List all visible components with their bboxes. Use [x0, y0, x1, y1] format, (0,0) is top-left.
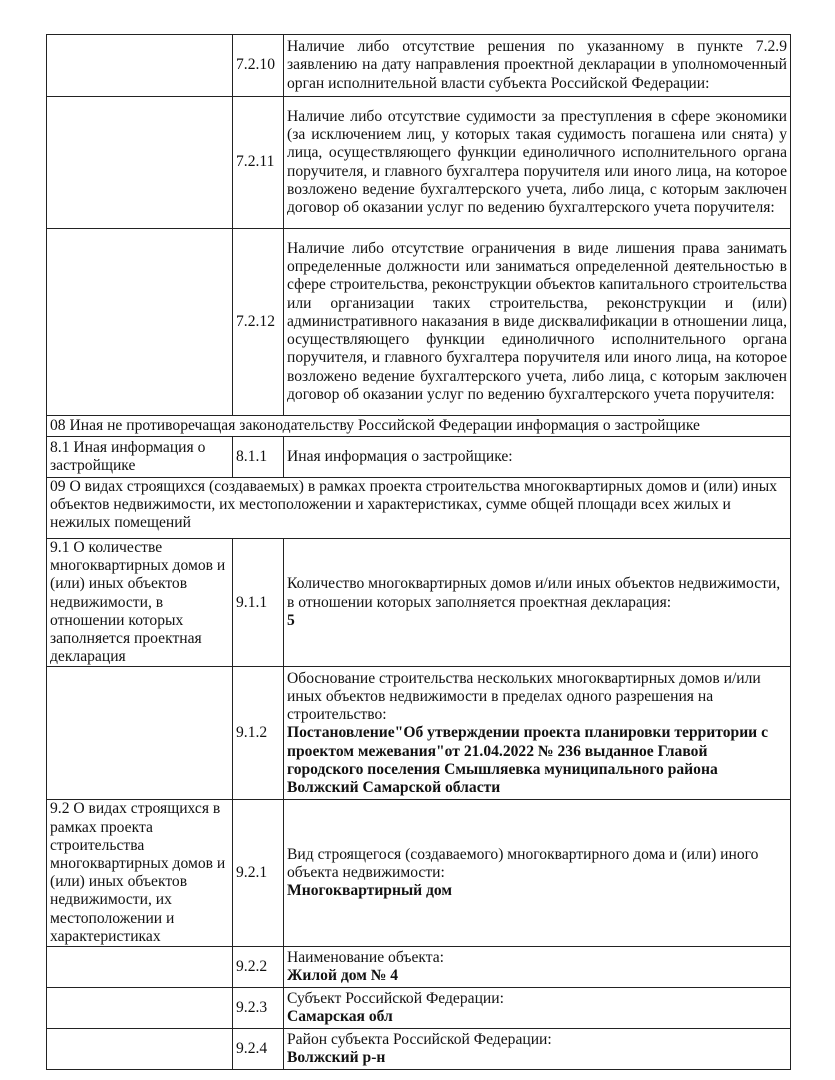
- item-code: 9.2.1: [233, 800, 284, 947]
- section-header-row: [47, 416, 791, 437]
- table-row: [47, 229, 791, 416]
- item-value: Волжский р-н: [287, 1049, 386, 1067]
- table-row: [47, 800, 791, 947]
- section-label-cell: 9.2 О видах строящихся в рамках проекта строительства многоквартирных домов и (или) иных объектов недвижимости, их местоположении и характеристиках: [47, 800, 233, 947]
- section-08-title: 08 Иная не противоречащая законодательству Российской Федерации информация о застройщике: [47, 416, 791, 437]
- item-code: 7.2.12: [233, 229, 284, 416]
- section-label-cell: 8.1 Иная информация о застройщике: [47, 437, 233, 478]
- item-value: Самарская обл: [287, 1008, 393, 1026]
- item-text: [284, 539, 791, 667]
- item-text: [284, 800, 791, 947]
- item-code: 9.2.4: [233, 1029, 284, 1070]
- item-description: Район субъекта Российской Федерации:: [287, 1030, 552, 1048]
- section-label-cell: [47, 947, 233, 988]
- section-label-cell: [47, 1029, 233, 1070]
- item-text: [284, 988, 791, 1029]
- section-label-cell: 9.1 О количестве многоквартирных домов и (или) иных объектов недвижимости, в отношении которых заполняется проектная декларация: [47, 539, 233, 667]
- item-code: 7.2.11: [233, 97, 284, 229]
- item-text: [284, 1029, 791, 1070]
- item-description: Количество многоквартирных домов и/или иных объектов недвижимости, в отношении которых заполняется проектная декларация:: [287, 575, 781, 611]
- section-label-cell: [47, 35, 233, 97]
- table-row: [47, 988, 791, 1029]
- item-text: [284, 667, 791, 800]
- table-row: [47, 947, 791, 988]
- item-text: [284, 229, 791, 416]
- section-label-cell: [47, 229, 233, 416]
- item-description: Наименование объекта:: [287, 948, 445, 966]
- item-description: Наличие либо отсутствие ограничения в виде лишения права занимать определенные должности или заниматься определенной деятельностью в сфере строительства, реконструкции объектов капитального строительства или организации таких строительства, реконструкции и (или) административного наказания в виде дисквалификации в отношении лица, осуществляющего функции единоличного исполнительного органа поручителя, и главного бухгалтера поручителя или иного лица, на которое возложено ведение бухгалтерского учета, либо лица, с которым заключен договор об оказании услуг по ведению бухгалтерского учета поручителя:: [287, 240, 787, 403]
- declaration-table: [46, 34, 791, 1070]
- item-text: [284, 97, 791, 229]
- item-code: 9.1.2: [233, 667, 284, 800]
- section-header-row: [47, 478, 791, 539]
- table-row: [47, 437, 791, 478]
- table-row: [47, 1029, 791, 1070]
- table-row: [47, 667, 791, 800]
- item-text: [284, 35, 791, 97]
- table-row: [47, 97, 791, 229]
- section-label-cell: [47, 97, 233, 229]
- item-description: Наличие либо отсутствие решения по указанному в пункте 7.2.9 заявлению на дату направления проектной декларации в уполномоченный орган исполнительной власти субъекта Российской Федерации:: [287, 38, 787, 92]
- item-description: Вид строящегося (создаваемого) многоквартирного дома и (или) иного объекта недвижимости:: [287, 845, 759, 882]
- item-value: 5: [287, 611, 295, 629]
- item-value: Многоквартирный дом: [287, 882, 453, 900]
- item-description: Иная информация о застройщике:: [287, 447, 513, 465]
- item-code: 9.1.1: [233, 539, 284, 667]
- item-code: 7.2.10: [233, 35, 284, 97]
- item-text: [284, 437, 791, 478]
- section-label-cell: [47, 988, 233, 1029]
- section-09-title: 09 О видах строящихся (создаваемых) в рамках проекта строительства многоквартирных домов и (или) иных объектов недвижимости, их местоположении и характеристиках, сумме общей площади всех жилых и нежилых помещений: [47, 478, 791, 539]
- table-row: [47, 539, 791, 667]
- item-code: 9.2.3: [233, 988, 284, 1029]
- item-code: 9.2.2: [233, 947, 284, 988]
- item-description: Обоснование строительства нескольких многоквартирных домов и/или иных объектов недвижимости в пределах одного разрешения на строительство:: [287, 669, 761, 724]
- item-text: [284, 947, 791, 988]
- item-description: Субъект Российской Федерации:: [287, 989, 504, 1007]
- item-code: 8.1.1: [233, 437, 284, 478]
- item-value: Жилой дом № 4: [287, 967, 399, 985]
- table-row: [47, 35, 791, 97]
- section-label-cell: [47, 667, 233, 800]
- item-value: Постановление"Об утверждении проекта планировки территории с проектом межевания"от 21.04.2022 № 236 выданное Главой городского поселения Смышляевка муниципального района Волжский Самарской области: [287, 724, 768, 796]
- item-description: Наличие либо отсутствие судимости за преступления в сфере экономики (за исключением лиц, у которых такая судимость погашена или снята) у лица, осуществляющего функции единоличного исполнительного органа поручителя, и главного бухгалтера поручителя или иного лица, на которое возложено ведение бухгалтерского учета, либо лица, с которым заключен договор об оказании услуг по ведению бухгалтерского учета поручителя:: [287, 107, 787, 216]
